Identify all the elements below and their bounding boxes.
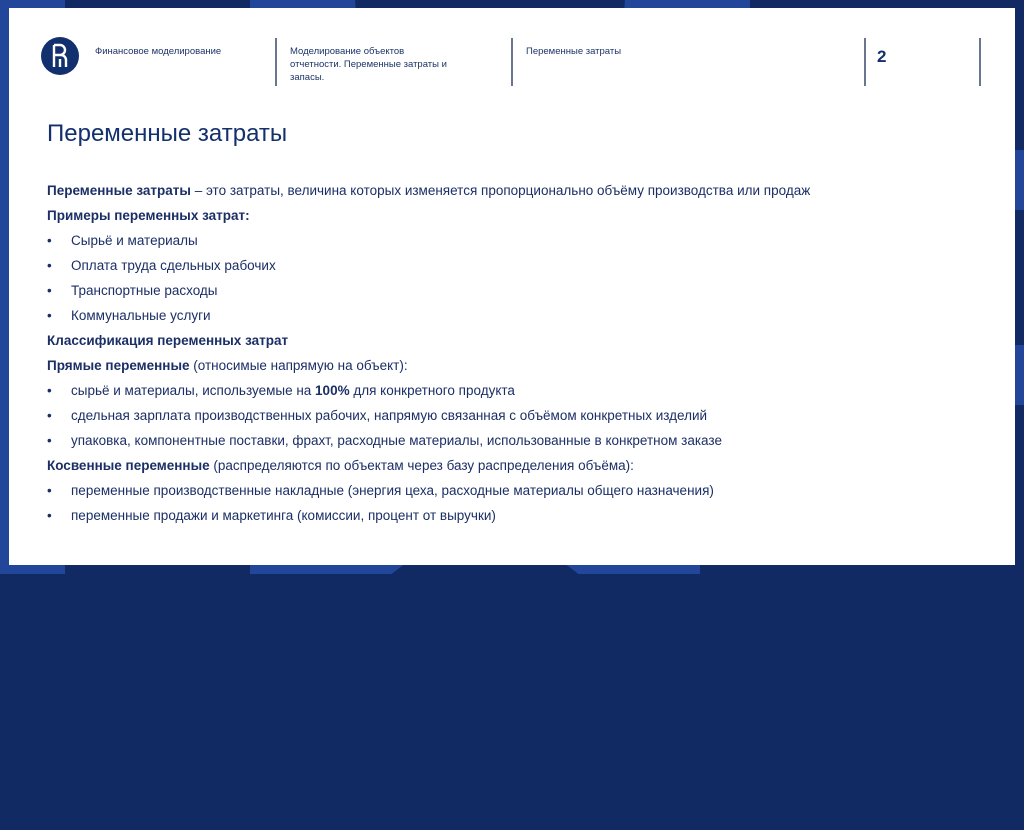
header-separator	[511, 38, 513, 86]
hse-logo-icon	[41, 37, 79, 75]
module-line: отчетности. Переменные затраты и	[290, 59, 447, 70]
list-item	[47, 256, 947, 281]
examples-heading-text: Примеры переменных затрат:	[47, 208, 250, 223]
indirect-term: Косвенные переменные	[47, 458, 210, 473]
module-name	[290, 45, 447, 84]
list-item-text: сдельная зарплата производственных рабочих, напрямую связанная с объёмом конкретных изделий	[71, 408, 708, 423]
logo-glyph	[49, 42, 71, 70]
list-item-text: сырьё и материалы, используемые на	[71, 383, 316, 398]
list-item	[47, 481, 947, 506]
indirect-desc: (распределяются по объектам через базу распределения объёма):	[209, 458, 634, 473]
indirect-heading	[47, 456, 947, 481]
topic-name: Переменные затраты	[526, 46, 622, 57]
direct-desc: (относимые напрямую на объект):	[189, 358, 408, 373]
frame-circle	[340, 540, 630, 830]
frame-patch	[1014, 345, 1024, 405]
frame-patch	[1014, 150, 1024, 210]
bullet-icon: •	[47, 383, 52, 398]
bullet-icon: •	[47, 233, 52, 248]
list-item-bold: 100%	[315, 383, 350, 398]
bullet-icon: •	[47, 483, 52, 498]
list-item-text: Транспортные расходы	[71, 283, 218, 298]
list-item	[47, 231, 947, 256]
direct-term: Прямые переменные	[47, 358, 190, 373]
examples-heading	[47, 206, 947, 231]
header-separator	[864, 38, 866, 86]
list-item	[47, 381, 947, 406]
list-item	[47, 406, 947, 431]
bullet-icon: •	[47, 508, 52, 523]
bullet-icon: •	[47, 308, 52, 323]
bullet-icon: •	[47, 408, 52, 423]
bullet-icon: •	[47, 258, 52, 273]
module-line: запасы.	[290, 72, 325, 83]
list-item-text: переменные продажи и маркетинга (комиссии, процент от выручки)	[71, 508, 496, 523]
definition-line	[47, 181, 947, 206]
header-separator	[275, 38, 277, 86]
bullet-icon: •	[47, 433, 52, 448]
list-item-text: для конкретного продукта	[349, 383, 515, 398]
bullet-icon: •	[47, 283, 52, 298]
header-separator	[979, 38, 981, 86]
page-number: 2	[877, 47, 887, 66]
direct-heading	[47, 356, 947, 381]
list-item-text: Оплата труда сдельных рабочих	[71, 258, 276, 273]
slide-body	[47, 181, 947, 531]
list-item	[47, 281, 947, 306]
course-name: Финансовое моделирование	[95, 46, 222, 57]
list-item	[47, 431, 947, 456]
classification-heading	[47, 331, 947, 356]
classification-heading-text: Классификация переменных затрат	[47, 333, 289, 348]
list-item	[47, 506, 947, 531]
list-item	[47, 306, 947, 331]
module-line: Моделирование объектов	[290, 46, 405, 57]
list-item-text: Коммунальные услуги	[71, 308, 211, 323]
list-item-text: упаковка, компонентные поставки, фрахт, расходные материалы, использованные в конкретном заказе	[71, 433, 722, 448]
list-item-text: переменные производственные накладные (энергия цеха, расходные материалы общего назначения)	[71, 483, 714, 498]
definition-text: – это затраты, величина которых изменяется пропорционально объёму производства или продаж	[190, 183, 811, 198]
list-item-text: Сырьё и материалы	[71, 233, 198, 248]
slide-title: Переменные затраты	[47, 120, 288, 147]
definition-term: Переменные затраты	[47, 183, 191, 198]
